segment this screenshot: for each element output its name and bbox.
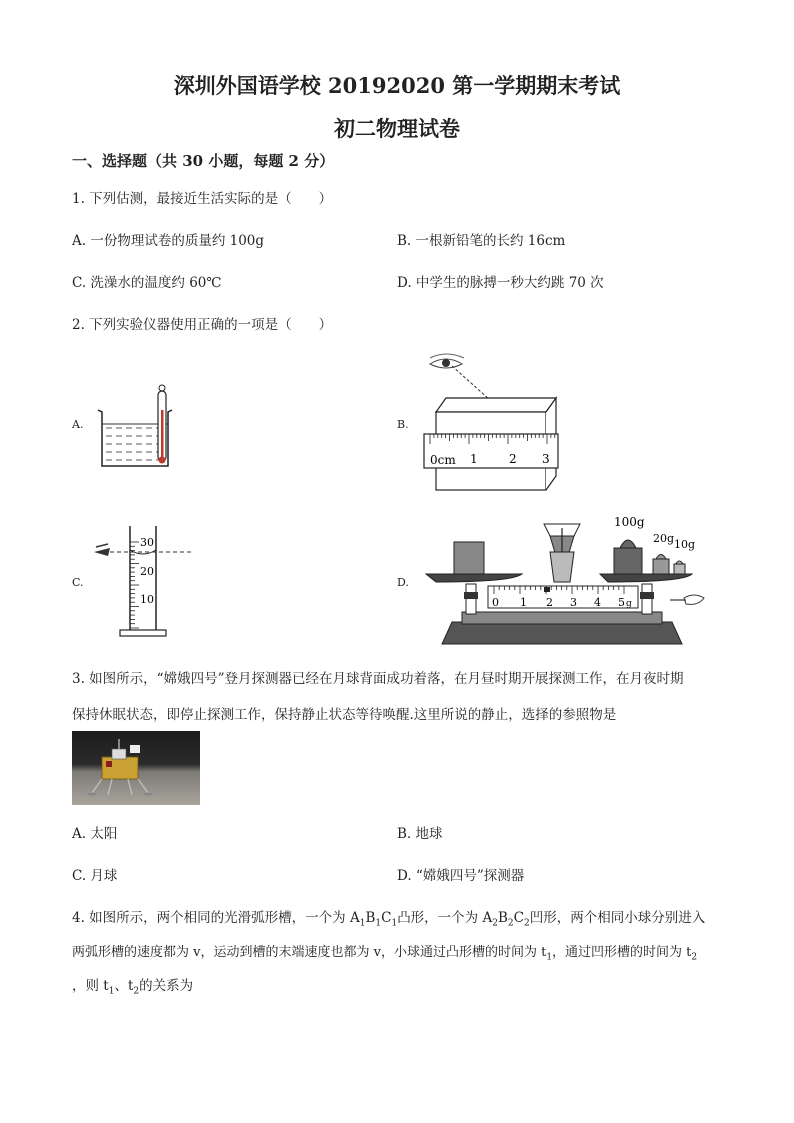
weight-100g [614,515,645,574]
q3-option-a: A. 太阳 [72,826,118,842]
tweezers-hand-icon [670,595,704,604]
cylinder-mark-20: 20 [140,565,154,578]
weight-20g [653,532,674,574]
beam-scale-label-3: 3 [570,596,577,609]
q4-stem-line3: ，则 $t_1$、$t_2$的关系为 [72,978,194,997]
q1-option-c: C. 洗澡水的温度约 60℃ [72,275,222,291]
weight-20g-label: 20g [653,532,675,545]
q1-option-a: A. 一份物理试卷的质量约 100g [72,233,265,249]
q3-option-d: D. “嫦娥四号”探测器 [397,868,525,884]
graduated-cylinder-figure [90,520,200,640]
page-subtitle: 初二物理试卷 [334,116,460,141]
q1-option-b: B. 一根新铅笔的长约 16cm [397,233,566,249]
q3-stem-line2: 保持休眠状态，即停止探测工作，保持静止状态等待唤醒.这里所说的静止，选择的参照物是 [72,707,617,723]
cylinder-mark-30: 30 [140,536,154,549]
cylinder [120,526,166,636]
ruler-tick-label-3: 3 [542,452,550,466]
ruler-tick-label-1: 1 [470,452,478,466]
q2-label-b: B. [397,418,409,431]
beam-scale-unit: g [626,599,632,609]
weight-100g-label: 100g [614,515,645,529]
beam-scale-label-2: 2 [546,596,553,609]
eye-icon [94,544,110,556]
q2-label-c: C. [72,576,84,589]
ruler-unit-label: 0cm [430,453,456,467]
q1-option-d: D. 中学生的脉搏一秒大约跳 70 次 [397,275,604,291]
ruler [424,434,558,468]
beam-scale-label-5: 5 [618,596,625,609]
beaker-thermometer-figure [90,380,185,475]
balance-figure [422,512,712,650]
q3-option-b: B. 地球 [397,826,443,842]
ruler-tick-label-2: 2 [509,452,517,466]
ruler-block-figure [418,352,568,492]
q1-stem: 1. 下列估测，最接近生活实际的是（ ） [72,191,333,207]
q2-label-a: A. [72,418,84,431]
beam-scale-label-1: 1 [520,596,527,609]
q3-stem-line1: 3. 如图所示，“嫦娥四号”登月探测器已经在月球背面成功着落，在月昼时期开展探测工作，在月夜时期 [72,671,684,687]
beam-scale-label-0: 0 [492,596,499,609]
beam-scale [488,586,638,609]
weight-10g-label: 10g [674,538,696,551]
q4-stem-line1: 4. 如图所示，两个相同的光滑弧形槽，一个为 $A_1B_1C_1$凸形，一个为 $A_2B_2C_2$凹形，两个相同小球分别进入 [72,910,706,929]
lunar-lander-photo [72,731,200,805]
section-heading: 一、选择题（共 30 小题，每题 2 分） [72,152,335,170]
q4-stem-line2: 两弧形槽的速度都为 v，运动到槽的末端速度也都为 v，小球通过凸形槽的时间为 $t_1$，通过凹形槽的时间为 $t_2$ [72,945,698,963]
pointer-gauge [544,524,580,582]
page-title: 深圳外国语学校 20192020 第一学期期末考试 [173,73,621,98]
q3-option-c: C. 月球 [72,868,118,884]
eye-icon [430,354,464,368]
balance-base [442,612,682,644]
thermometer [158,385,166,464]
q2-stem: 2. 下列实验仪器使用正确的一项是（ ） [72,317,333,333]
weight-10g [674,538,695,574]
q2-label-d: D. [397,576,409,589]
beam-scale-label-4: 4 [594,596,601,609]
cylinder-mark-10: 10 [140,593,154,606]
